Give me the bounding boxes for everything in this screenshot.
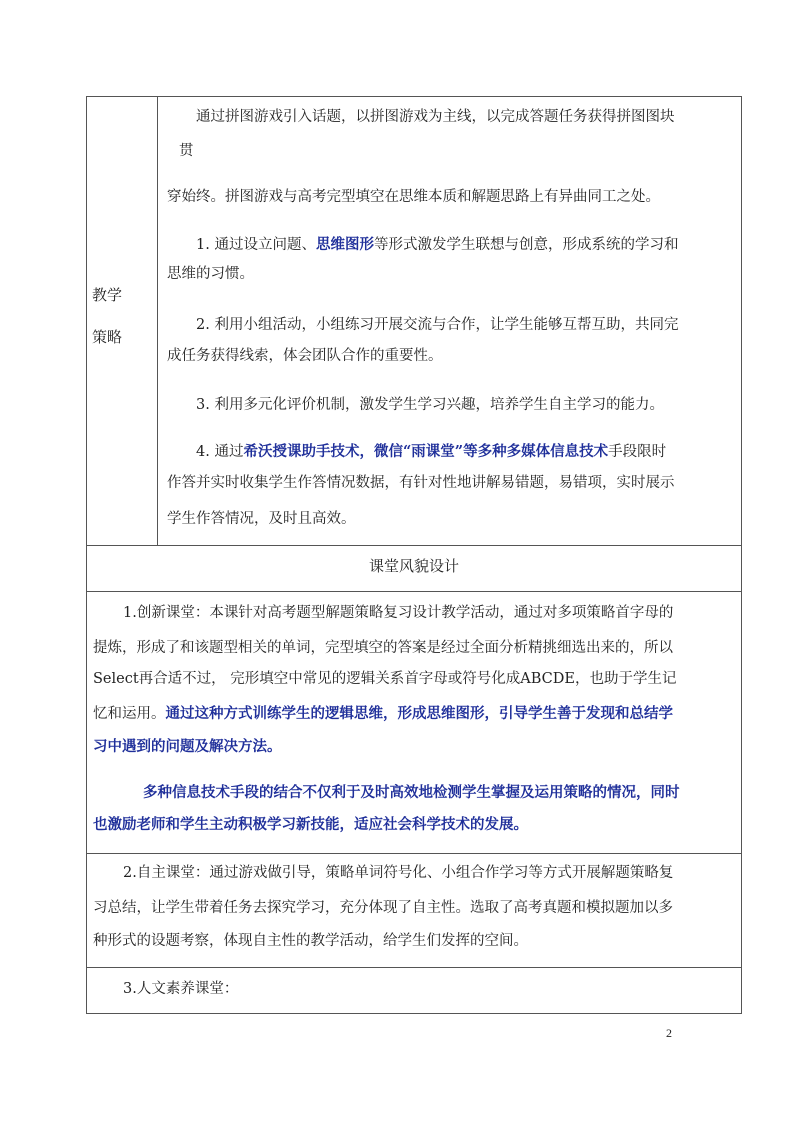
innovation-line5: 习中遇到的问题及解决方法。 <box>93 738 282 755</box>
page-number: 2 <box>666 1026 672 1040</box>
strategy-item2-line2: 成任务获得线索，体会团队合作的重要性。 <box>167 348 443 364</box>
innovation-line4: 忆和运用。通过这种方式训练学生的逻辑思维，形成思维图形，引导学生善于发现和总结学 <box>93 705 673 722</box>
innovation-line3: Select再合适不过， 完形填空中常见的逻辑关系首字母或符号化成ABCDE，也助于学生记 <box>93 671 677 687</box>
innovation-line1: 1.创新课堂：本课针对高考题型解题策略复习设计教学活动，通过对多项策略首字母的 <box>123 605 674 621</box>
row-divider <box>87 853 741 854</box>
strategy-item4-line3: 学生作答情况，及时且高效。 <box>167 511 356 527</box>
lesson-table <box>86 96 742 1014</box>
logic-highlight: 通过这种方式训练学生的逻辑思维，形成思维图形，引导学生善于发现和总结学 <box>165 705 673 722</box>
strategy-item4-line1: 4. 通过希沃授课助手技术，微信“雨课堂”等多种多媒体信息技术手段限时 <box>196 443 667 460</box>
mind-map-highlight: 思维图形 <box>315 236 374 253</box>
strategy-item1-line1: 1. 通过设立问题、思维图形等形式激发学生联想与创意，形成系统的学习和 <box>196 236 679 253</box>
innovation-line7: 也激励老师和学生主动积极学习新技能，适应社会科学技术的发展。 <box>93 816 528 833</box>
innovation-line6: 多种信息技术手段的结合不仅利于及时高效地检测学生掌握及运用策略的情况，同时 <box>143 784 680 801</box>
row-divider <box>87 591 741 592</box>
humanities-line1: 3.人文素养课堂： <box>123 981 239 997</box>
row-divider <box>87 967 741 968</box>
strategy-intro-line1: 通过拼图游戏引入话题，以拼图游戏为主线，以完成答题任务获得拼图图块 <box>196 109 675 125</box>
strategy-intro-line3: 穿始终。拼图游戏与高考完型填空在思维本质和解题思路上有异曲同工之处。 <box>167 189 660 205</box>
strategy-label: 教学 策略 <box>92 286 123 346</box>
label-column-divider <box>157 97 158 545</box>
autonomy-line2: 习总结，让学生带着任务去探究学习，充分体现了自主性。选取了高考真题和模拟题加以多 <box>93 900 673 916</box>
strategy-item1-line2: 思维的习惯。 <box>167 266 254 282</box>
row-divider <box>87 545 741 546</box>
strategy-item2-line1: 2. 利用小组活动，小组练习开展交流与合作，让学生能够互帮互助，共同完 <box>196 317 679 333</box>
autonomy-line3: 种形式的设题考察，体现自主性的教学活动，给学生们发挥的空间。 <box>93 933 528 949</box>
strategy-intro-line2: 贯 <box>179 143 194 159</box>
innovation-line2: 提炼，形成了和该题型相关的单词，完型填空的答案是经过全面分析精挑细选出来的，所以 <box>93 640 673 656</box>
tech-highlight: 希沃授课助手技术，微信“雨课堂”等多种多媒体信息技术 <box>243 443 609 460</box>
strategy-item4-line2: 作答并实时收集学生作答情况数据，有针对性地讲解易错题，易错项，实时展示 <box>167 475 675 491</box>
section-title: 课堂风貌设计 <box>368 557 459 575</box>
autonomy-line1: 2.自主课堂：通过游戏做引导，策略单词符号化、小组合作学习等方式开展解题策略复 <box>123 865 674 881</box>
strategy-item3: 3. 利用多元化评价机制，激发学生学习兴趣，培养学生自主学习的能力。 <box>196 397 664 413</box>
